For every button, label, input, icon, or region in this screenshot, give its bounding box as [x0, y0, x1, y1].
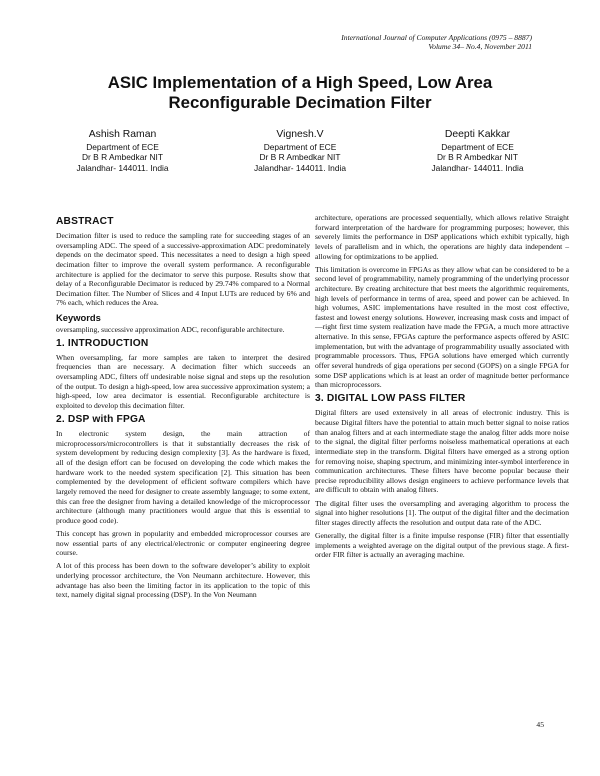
lowpass-paragraph-2: The digital filter uses the oversampling and averaging algorithm to process the signal into higher resolutions [1]. The output of the digital filter and the decimation filter stages directly affects the resolution and output data rate of the ADC. [315, 498, 569, 527]
introduction-text: When oversampling, far more samples are taken to interpret the desired frequencies than are necessary. A decimation filter which succeeds an oversampling ADC, filters off undesirable noise signal and steps up the resolution of the output. To design a high-speed, low area successive approximation system; a high-speed, low area decimator is essential. Reconfigurable architecture is exploited to develop this decimation filter. [56, 352, 310, 410]
author-inst: Dr B R Ambedkar NIT [437, 152, 518, 163]
introduction-heading: 1. INTRODUCTION [56, 337, 149, 349]
author-name: Deepti Kakkar [444, 129, 511, 140]
author-dept: Department of ECE [263, 142, 337, 152]
dsp-paragraph-4: architecture, operations are processed sequentially, which allows relative Straight forward interpretation of the hardware for programming purposes; however, this severely limits the performance in DSP applications which exhibit typically, high levels of parallelism and in which, the operations are highly data independent – allowing for optimizations to be applied. [315, 213, 569, 261]
journal-header [341, 33, 532, 52]
dsp-paragraph-1: In electronic system design, the main attraction of microprocessors/microcontrollers is that it substantially decreases the risk of system development by reducing design complexity [3]. As the hardware is fixed, all of the design effort can be focused on developing the code which makes the hardware work to the needed system specification [2]. This situation has been complemented by the development of efficient software compilers which have largely removed the need for designer to create assembly language; to some extent, this can free the designer from having a detailed knowledge of the microprocessor architecture (although many practitioners would argue that this is essential to produce good code). [56, 429, 310, 525]
lowpass-paragraph-3: Generally, the digital filter is a finite impulse response (FIR) filter that essentially implements a weighted average on the digital output of the previous stage. A first-order FIR filter is actually an averaging machine. [315, 531, 569, 560]
left-column [56, 216, 310, 604]
author-dept: Department of ECE [86, 142, 159, 152]
author-dept: Department of ECE [441, 142, 514, 152]
abstract-text: Decimation filter is used to reduce the sampling rate for succeeding stages of an oversampling ADC. The speed of a successive-approximation ADC predominately depends on the decimator speed. This necessitates a need to design a high speed decimation filter to improve the overall system performance. A reconfigurable architecture is applied for the decimator to serve this purpose. Results show that delay of a Reconfigurable Decimator is reduced by 29.74% compared to a Normal Decimation filter. The Number of Slices and 4 Input LUTs are reduced by 6% and 7% each, which reduces the Area. [56, 231, 310, 308]
lowpass-filter-heading: 3. DIGITAL LOW PASS FILTER [315, 393, 466, 405]
author-2 [218, 128, 383, 173]
dsp-paragraph-3: A lot of this process has been down to the software developer’s ability to exploit underlying processor architecture, the Von Neumann architecture. However, this advantage has also been the limiting factor in its application to the topic of this text, namely digital signal processing (DSP). In the Von Neumann [56, 561, 310, 600]
author-addr: Jalandhar- 144011. India [76, 162, 169, 173]
right-column [315, 213, 569, 564]
author-block [40, 128, 560, 173]
paper-title [40, 73, 560, 113]
keywords-text: oversampling, successive approximation ADC, reconfigurable architecture. [56, 324, 285, 334]
dsp-paragraph-2: This concept has grown in popularity and embedded microprocessor courses are now essential parts of any electrical/electronic or computer engineering degree course. [56, 529, 310, 558]
title-line-2: Reconfigurable Decimation Filter [168, 93, 432, 112]
author-addr: Jalandhar- 144011. India [431, 162, 524, 173]
keywords-heading: Keywords [56, 311, 101, 323]
title-line-1: ASIC Implementation of a High Speed, Low Area [107, 73, 493, 92]
page-number: 45 [536, 720, 544, 729]
author-3 [395, 128, 560, 173]
author-1 [40, 128, 205, 173]
journal-line-1: International Journal of Computer Applications (0975 – 8887) [341, 33, 532, 42]
author-name: Ashish Raman [88, 129, 157, 140]
author-inst: Dr B R Ambedkar NIT [82, 152, 163, 163]
author-inst: Dr B R Ambedkar NIT [259, 152, 341, 163]
author-addr: Jalandhar- 144011. India [253, 162, 347, 173]
journal-line-2: Volume 34– No.4, November 2011 [428, 42, 532, 52]
dsp-fpga-heading: 2. DSP with FPGA [56, 414, 146, 426]
author-name: Vignesh.V [276, 129, 324, 140]
dsp-paragraph-5: This limitation is overcome in FPGAs as they allow what can be considered to be a second level of programmability, namely programming of the underlying processor architecture. By creating architecture that best meets the algorithmic requirements, high levels of performance in terms of area, speed and power can be achieved. In high volumes, ASIC implementations have resulted in the most cost effective, fastest and lowest energy solutions. However, increasing mask costs and impact of —right first time system realization have made the FPGA, a much more attractive alternative. In this sense, FPGAs capture the performance aspects offered by ASIC implementation, but with the advantage of programmability usually associated with programmable processors. Thus, FPGA solutions have emerged which currently offer several hundreds of giga operations per second (GOPS) on a single FPGA for some DSP applications which is at least an order of magnitude better performance than microprocessors. [315, 264, 569, 390]
abstract-heading: ABSTRACT [56, 216, 114, 227]
lowpass-paragraph-1: Digital filters are used extensively in all areas of electronic industry. This is because Digital filters have the potential to attain much better signal to noise ratios than analog filters and at each intermediate stage the analog filter adds more noise to the signal, the digital filter performs noiseless mathematical operations at each intermediate step in the transform. Digital filters have emerged as a strong option for removing noise, shaping spectrum, and minimizing inter-symbol interference in communication architectures. These filters have become popular because their precise reproducibility allows design engineers to achieve performance levels that are difficult to obtain with analog filters. [315, 408, 569, 495]
